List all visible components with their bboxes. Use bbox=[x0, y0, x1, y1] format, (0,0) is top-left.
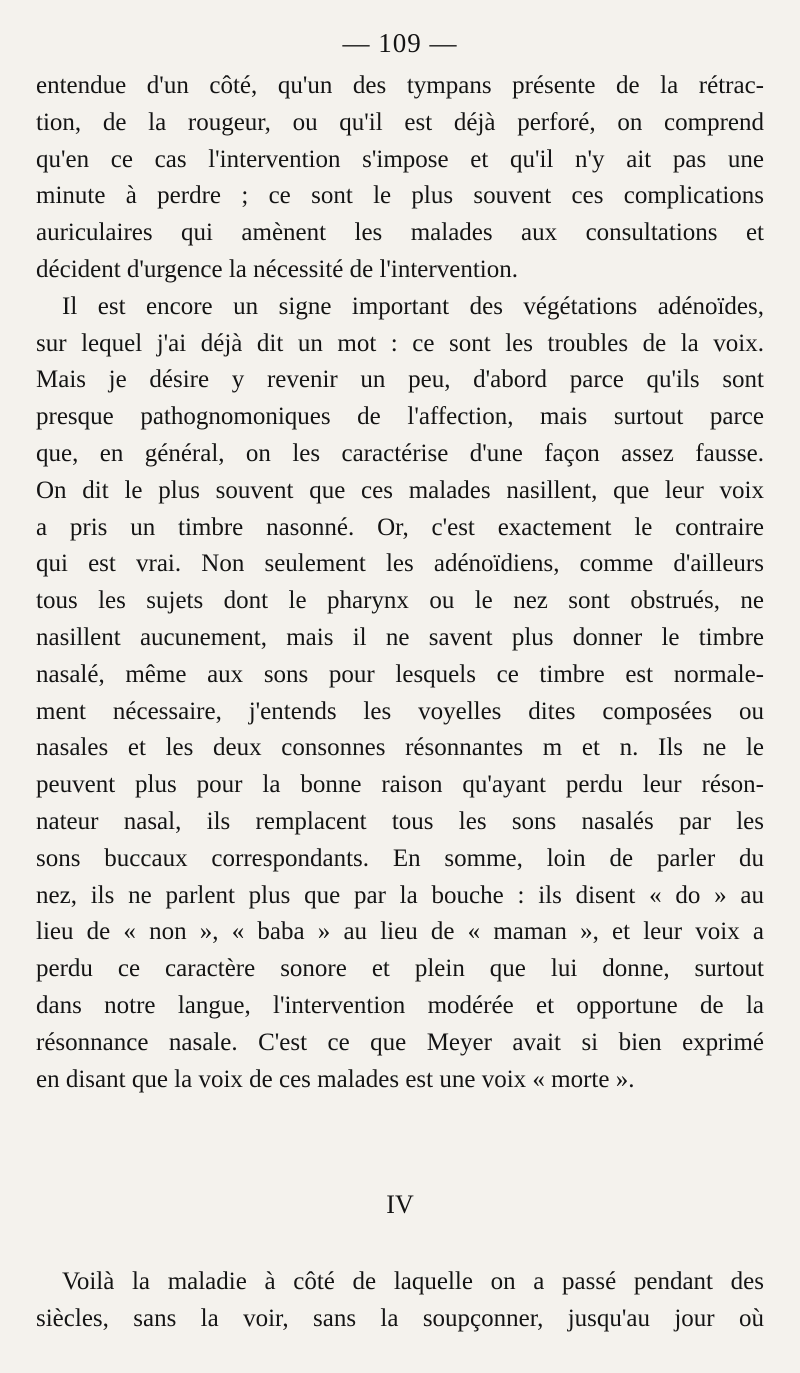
text-line: peuvent plus pour la bonne raison qu'ayant perdu leur réson- bbox=[36, 771, 764, 799]
text-line: sons buccaux correspondants. En somme, loin de parler du bbox=[36, 844, 764, 872]
text-line: On dit le plus souvent que ces malades nasillent, que leur voix bbox=[36, 476, 764, 504]
text-line: qui est vrai. Non seulement les adénoïdiens, comme d'ailleurs bbox=[36, 550, 764, 578]
text-line: en disant que la voix de ces malades est une voix « morte ». bbox=[36, 1065, 635, 1093]
text-line: nasales et les deux consonnes résonnantes m et n. Ils ne le bbox=[36, 734, 764, 762]
text-line: minute à perdre ; ce sont le plus souvent ces complications bbox=[36, 182, 764, 210]
text-line: sur lequel j'ai déjà dit un mot : ce sont les troubles de la voix. bbox=[36, 329, 764, 357]
main-text-block bbox=[36, 68, 764, 1098]
text-line: décident d'urgence la nécessité de l'intervention. bbox=[36, 255, 518, 283]
section-heading: IV bbox=[386, 1190, 414, 1219]
text-line: perdu ce caractère sonore et plein que lui donne, surtout bbox=[36, 955, 764, 983]
text-line: résonnance nasale. C'est ce que Meyer avait si bien exprimé bbox=[36, 1028, 764, 1056]
text-line: nasillent aucunement, mais il ne savent plus donner le timbre bbox=[36, 623, 764, 651]
text-line: tion, de la rougeur, ou qu'il est déjà perforé, on comprend bbox=[36, 108, 764, 136]
text-line: Il est encore un signe important des végétations adénoïdes, bbox=[62, 292, 764, 320]
page-number: — 109 — bbox=[342, 28, 458, 58]
text-line: tous les sujets dont le pharynx ou le nez sont obstrués, ne bbox=[36, 587, 764, 615]
text-line: presque pathognomoniques de l'affection, mais surtout parce bbox=[36, 403, 764, 431]
paragraph-2 bbox=[36, 289, 764, 1099]
text-line: que, en général, on les caractérise d'une façon assez fausse. bbox=[36, 439, 764, 467]
text-line: Mais je désire y revenir un peu, d'abord parce qu'ils sont bbox=[36, 366, 764, 394]
text-line: entendue d'un côté, qu'un des tympans présente de la rétrac- bbox=[36, 72, 764, 99]
text-line: ment nécessaire, j'entends les voyelles dites composées ou bbox=[36, 697, 764, 725]
text-line: nateur nasal, ils remplacent tous les sons nasalés par les bbox=[36, 807, 764, 835]
text-line: Voilà la maladie à côté de laquelle on a passé pendant des bbox=[62, 1268, 764, 1295]
text-line: dans notre langue, l'intervention modérée et opportune de la bbox=[36, 991, 764, 1019]
text-line: lieu de « non », « baba » au lieu de « maman », et leur voix a bbox=[36, 918, 764, 946]
paragraph-1 bbox=[36, 68, 764, 289]
text-line: nez, ils ne parlent plus que par la bouche : ils disent « do » au bbox=[36, 881, 764, 909]
text-line: siècles, sans la voir, sans la soupçonner, jusqu'au jour où bbox=[36, 1304, 764, 1332]
paragraph-3 bbox=[36, 1264, 764, 1338]
text-line: nasalé, même aux sons pour lesquels ce timbre est normale- bbox=[36, 660, 764, 688]
text-line: qu'en ce cas l'intervention s'impose et qu'il n'y ait pas une bbox=[36, 145, 764, 173]
text-line: a pris un timbre nasonné. Or, c'est exactement le contraire bbox=[36, 513, 764, 541]
text-line: auriculaires qui amènent les malades aux consultations et bbox=[36, 219, 764, 247]
